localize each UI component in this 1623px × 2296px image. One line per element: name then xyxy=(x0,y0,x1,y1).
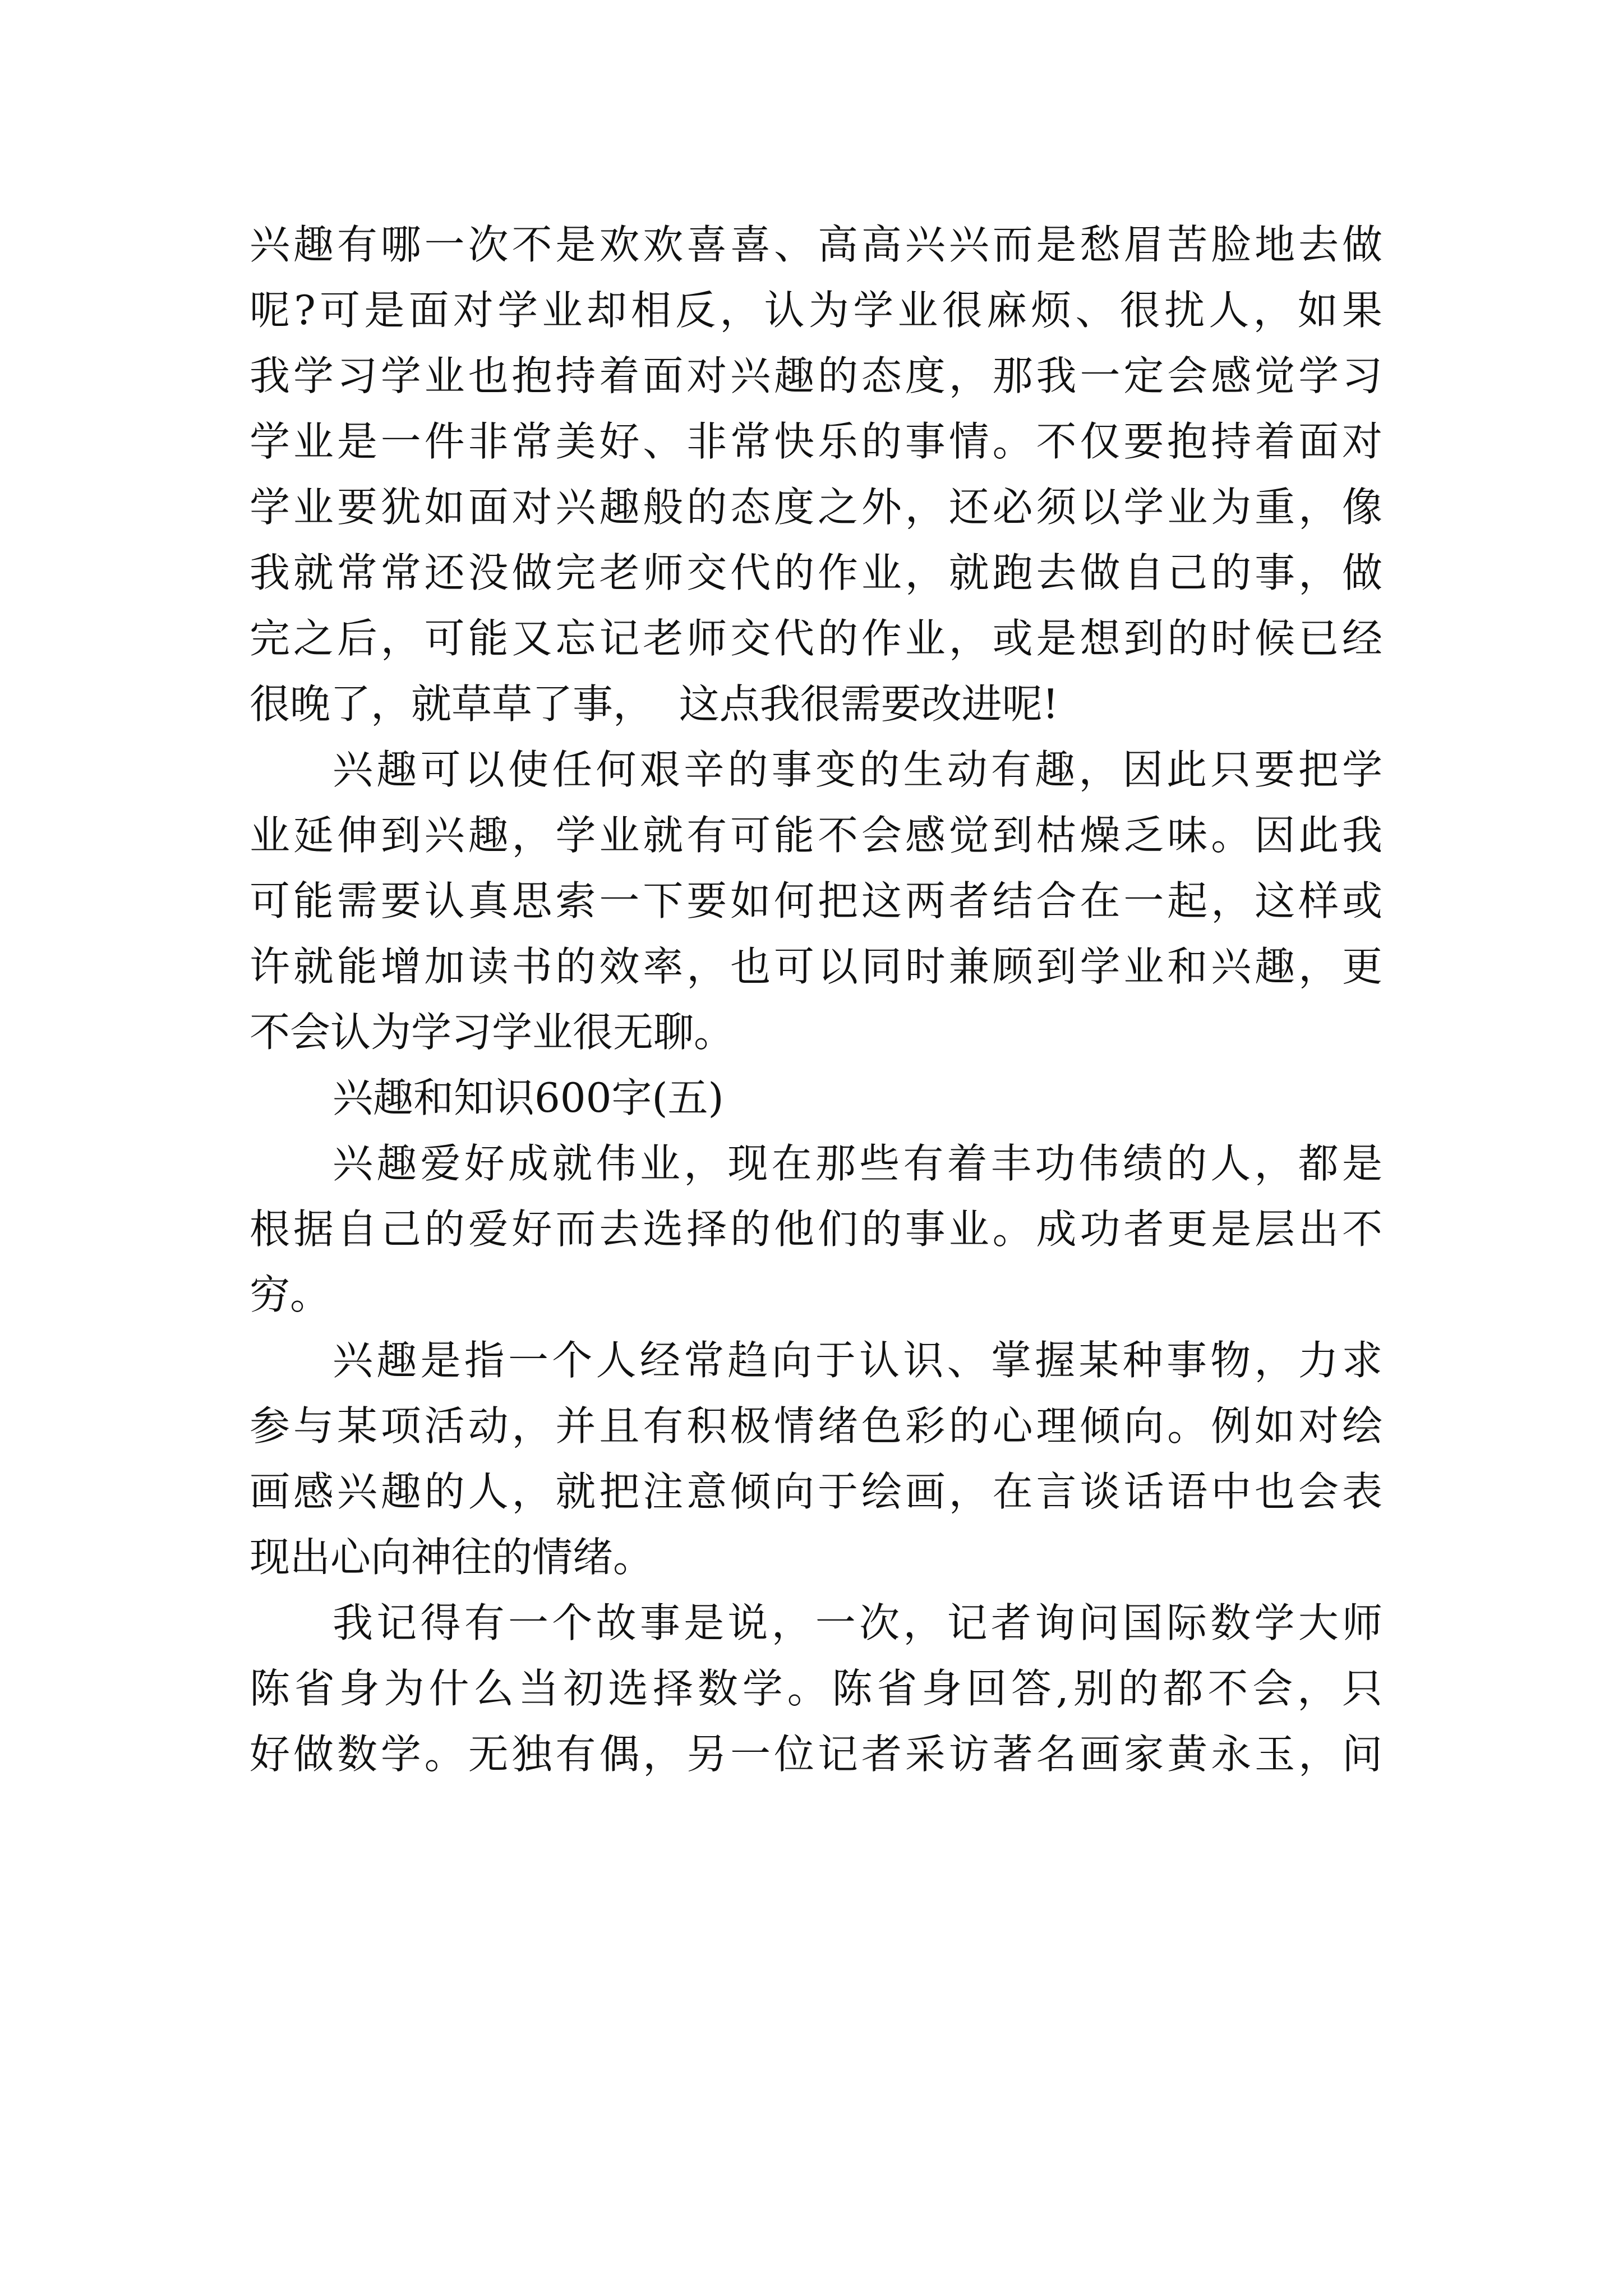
section-heading: 兴趣和知识600字(五) xyxy=(333,1074,724,1121)
text-line: 学业是一件非常美好、非常快乐的事情。不仅要抱持着面对 xyxy=(250,418,1382,465)
text-line: 很晚了，就草草了事， 这点我很需要改进呢! xyxy=(250,680,1059,728)
text-line: 参与某项活动，并且有积极情绪色彩的心理倾向。例如对绘 xyxy=(250,1402,1382,1450)
paragraph-first-line: 我记得有一个故事是说，一次，记者询问国际数学大师 xyxy=(333,1599,1382,1646)
paragraph-first-line: 兴趣可以使任何艰辛的事变的生动有趣，因此只要把学 xyxy=(333,746,1382,793)
text-line: 业延伸到兴趣，学业就有可能不会感觉到枯燥乏味。因此我 xyxy=(250,812,1382,859)
text-line: 学业要犹如面对兴趣般的态度之外，还必须以学业为重，像 xyxy=(250,484,1382,531)
text-line: 好做数学。无独有偶，另一位记者采访著名画家黄永玉，问 xyxy=(250,1731,1382,1778)
text-line: 许就能增加读书的效率，也可以同时兼顾到学业和兴趣，更 xyxy=(250,943,1382,990)
text-line: 陈省身为什么当初选择数学。陈省身回答,别的都不会，只 xyxy=(250,1665,1382,1712)
paragraph-first-line: 兴趣是指一个人经常趋向于认识、掌握某种事物，力求 xyxy=(333,1337,1382,1384)
text-line: 穷。 xyxy=(250,1271,331,1318)
text-line: 不会认为学习学业很无聊。 xyxy=(250,1009,735,1056)
document-page xyxy=(250,212,1382,1787)
text-line: 根据自己的爱好而去选择的他们的事业。成功者更是层出不 xyxy=(250,1205,1382,1253)
text-line: 完之后，可能又忘记老师交代的作业，或是想到的时候已经 xyxy=(250,615,1382,662)
text-line: 画感兴趣的人，就把注意倾向于绘画，在言谈话语中也会表 xyxy=(250,1468,1382,1515)
text-line: 可能需要认真思索一下要如何把这两者结合在一起，这样或 xyxy=(250,877,1382,924)
text-line: 兴趣有哪一次不是欢欢喜喜、高高兴兴而是愁眉苦脸地去做 xyxy=(250,221,1382,268)
text-line: 我就常常还没做完老师交代的作业，就跑去做自己的事，做 xyxy=(250,549,1382,596)
text-line: 呢?可是面对学业却相反，认为学业很麻烦、很扰人，如果 xyxy=(250,287,1382,334)
text-line: 我学习学业也抱持着面对兴趣的态度，那我一定会感觉学习 xyxy=(250,352,1382,399)
paragraph-first-line: 兴趣爱好成就伟业，现在那些有着丰功伟绩的人，都是 xyxy=(333,1140,1382,1187)
text-line: 现出心向神往的情绪。 xyxy=(250,1534,654,1581)
